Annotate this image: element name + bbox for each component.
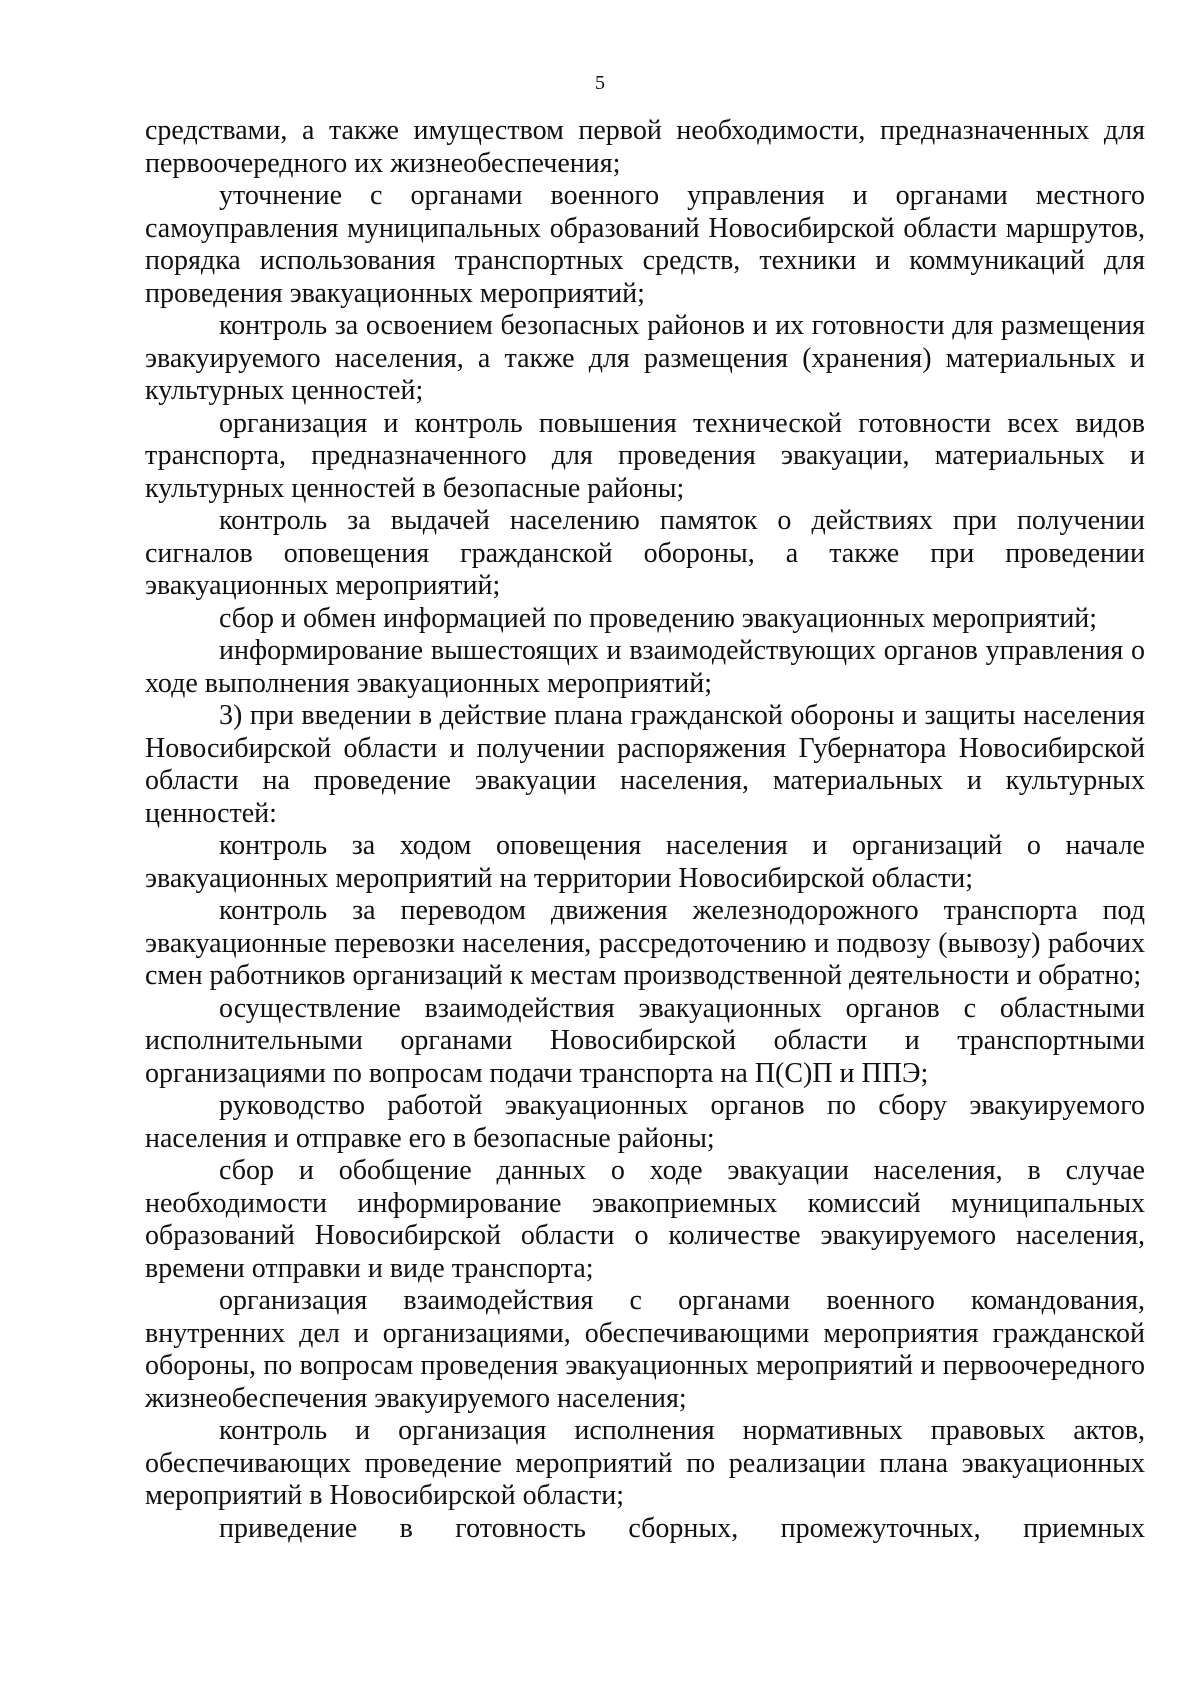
paragraph: средствами, а также имуществом первой необходимости, предназначенных для первоочередного их жизнеобеспечения; [145,115,1145,179]
paragraph: сбор и обобщение данных о ходе эвакуации населения, в случае необходимости информирование эвакоприемных комиссий муниципальных образований Новосибирской области о количестве эвакуируемого населения, времени отправки и виде транспорта; [145,1155,1145,1284]
paragraph: контроль за освоением безопасных районов и их готовности для размещения эвакуируемого населения, а также для размещения (хранения) материальных и культурных ценностей; [145,310,1145,406]
paragraph: сбор и обмен информацией по проведению эвакуационных мероприятий; [219,602,1098,634]
page-number: 5 [595,72,605,94]
paragraph: контроль за переводом движения железнодорожного транспорта под эвакуационные перевозки населения, рассредоточению и подвозу (вывозу) рабочих смен работников организаций к местам производственной деятельности и обратно; [145,895,1145,991]
paragraph: руководство работой эвакуационных органов по сбору эвакуируемого населения и отправке его в безопасные районы; [145,1090,1145,1154]
paragraph: организация и контроль повышения технической готовности всех видов транспорта, предназначенного для проведения эвакуации, материальных и культурных ценностей в безопасные районы; [145,407,1145,504]
paragraph: уточнение с органами военного управления и органами местного самоуправления муниципальных образований Новосибирской области маршрутов, порядка использования транспортных средств, техники и коммуникаций для проведения эвакуационных мероприятий; [145,180,1145,309]
paragraph: осуществление взаимодействия эвакуационных органов с областными исполнительными органами Новосибирской области и транспортными организациями по вопросам подачи транспорта на П(С)П и ППЭ; [145,992,1145,1089]
paragraph: контроль за выдачей населению памяток о действиях при получении сигналов оповещения гражданской обороны, а также при проведении эвакуационных мероприятий; [145,505,1145,601]
paragraph: приведение в готовность сборных, промежуточных, приемных [219,1512,1145,1544]
paragraph: контроль за ходом оповещения населения и организаций о начале эвакуационных мероприятий на территории Новосибирской области; [145,830,1145,894]
document-body [145,115,1145,1545]
paragraph: 3) при введении в действие плана гражданской обороны и защиты населения Новосибирской области и получении распоряжения Губернатора Новосибирской области на проведение эвакуации населения, материальных и культурных ценностей: [145,700,1145,829]
paragraph: информирование вышестоящих и взаимодействующих органов управления о ходе выполнения эвакуационных мероприятий; [145,635,1145,699]
paragraph: контроль и организация исполнения нормативных правовых актов, обеспечивающих проведение мероприятий по реализации плана эвакуационных мероприятий в Новосибирской области; [145,1415,1145,1511]
paragraph: организация взаимодействия с органами военного командования, внутренних дел и организациями, обеспечивающими мероприятия гражданской обороны, по вопросам проведения эвакуационных мероприятий и первоочередного жизнеобеспечения эвакуируемого населения; [145,1285,1145,1414]
